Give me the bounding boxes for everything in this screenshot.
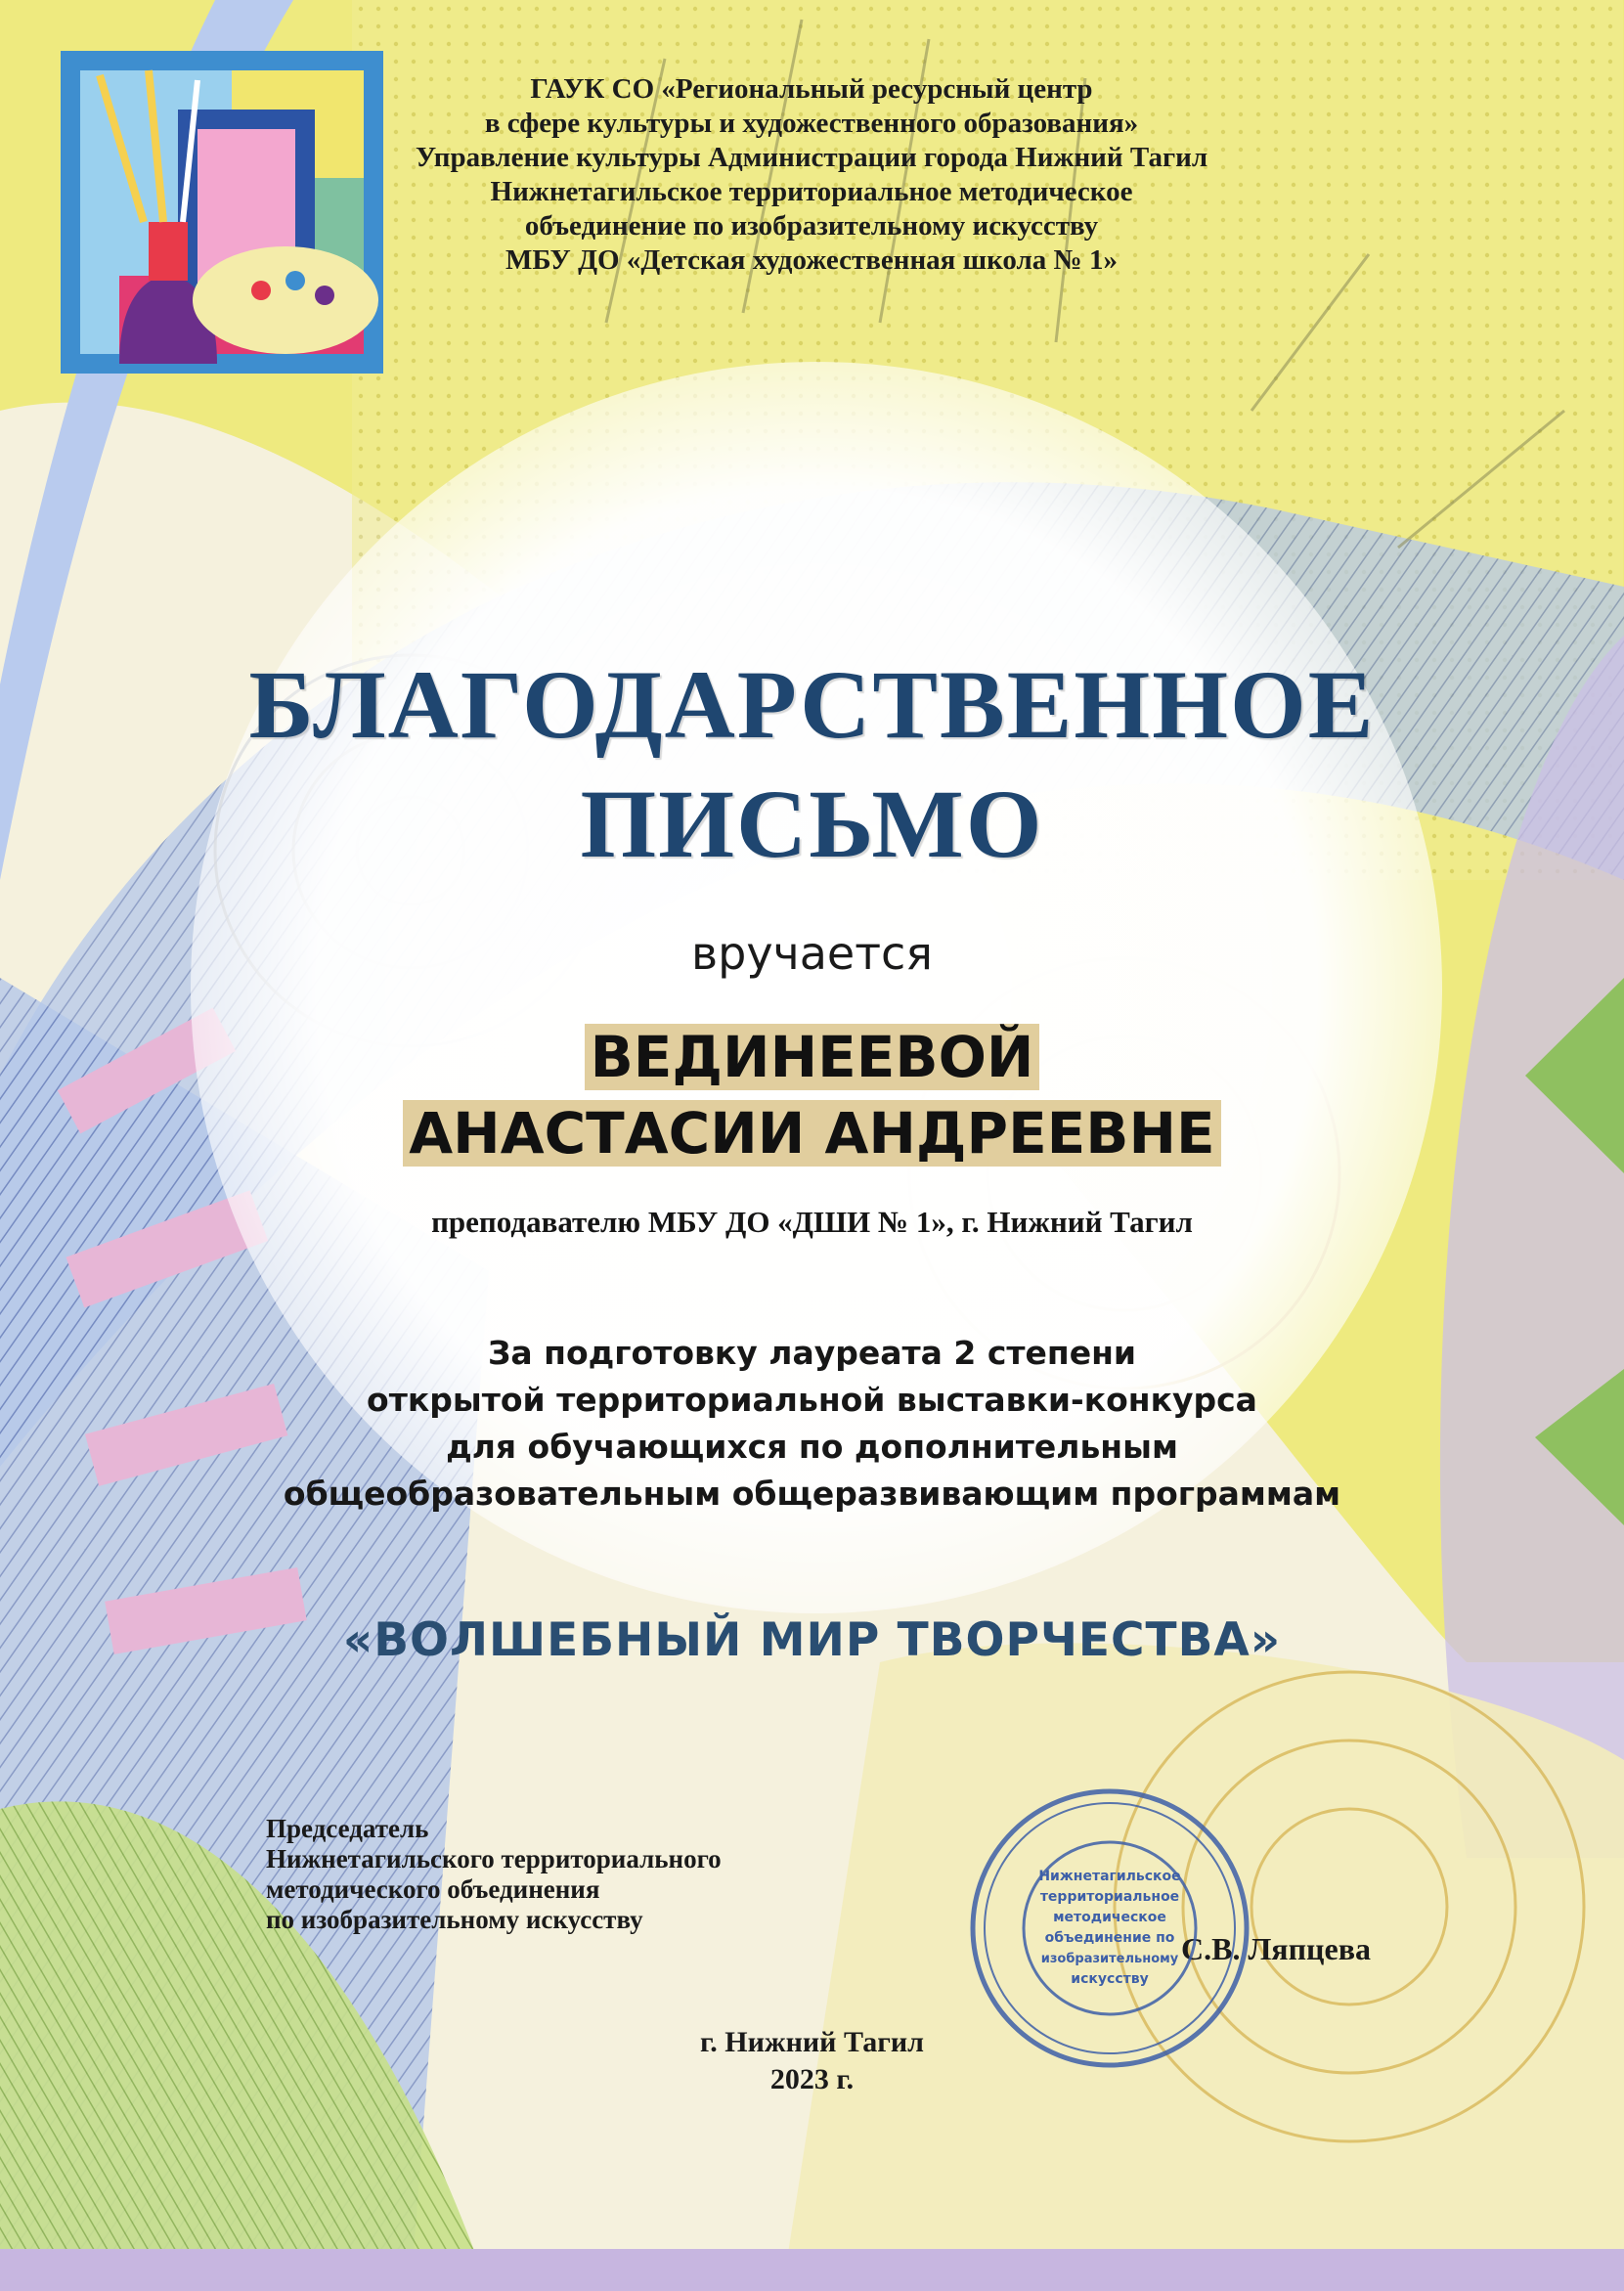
reason-block (0, 1330, 1624, 1518)
presented-text: вручается (691, 927, 933, 980)
reason-line: открытой территориальной выставки-конкурса (367, 1381, 1257, 1419)
organizer-line: МБУ ДО «Детская художественная школа № 1» (505, 244, 1118, 276)
seal-line: территориальное (1039, 1889, 1180, 1905)
signatory-title-line: по изобразительному искусству (266, 1905, 643, 1934)
seal-line: методическое (1053, 1910, 1166, 1925)
signatory-title-line: методического объединения (266, 1874, 600, 1904)
seal-line: объединение по (1044, 1930, 1175, 1946)
organizer-line: Нижнетагильское территориальное методическое (490, 176, 1133, 207)
organizer-line: ГАУК СО «Региональный ресурсный центр (530, 73, 1093, 105)
seal-line: искусству (1071, 1971, 1149, 1987)
art-palette-logo-icon (61, 51, 383, 374)
place-text: г. Нижний Тагил (700, 2026, 924, 2058)
reason-line: общеобразовательным общеразвивающим программам (283, 1475, 1341, 1513)
contest-name: «ВОЛШЕБНЫЙ МИР ТВОРЧЕСТВА» (342, 1613, 1282, 1667)
reason-line: для обучающихся по дополнительным (446, 1428, 1178, 1466)
recipient-surname: ВЕДИНЕЕВОЙ (585, 1024, 1040, 1090)
organizer-line: объединение по изобразительному искусству (524, 210, 1099, 242)
signatory-title (266, 1814, 722, 1935)
reason-line: За подготовку лауреата 2 степени (487, 1334, 1137, 1372)
document-title (0, 650, 1624, 879)
organizer-line: в сфере культуры и художественного образования» (484, 108, 1139, 139)
recipient-name (0, 1022, 1624, 1168)
round-stamp-seal-icon (963, 1782, 1256, 2075)
organizers-header (342, 72, 1281, 278)
signatory-title-line: Председатель (266, 1814, 429, 1843)
recipient-position: преподавателю МБУ ДО «ДШИ № 1», г. Нижний Тагил (431, 1205, 1193, 1239)
year-text: 2023 г. (769, 2063, 855, 2095)
seal-line: изобразительному (1040, 1952, 1179, 1966)
title-line-1: БЛАГОДАРСТВЕННОЕ (248, 650, 1376, 759)
signatory-title-line: Нижнетагильского территориального (266, 1844, 722, 1873)
place-and-year (0, 2024, 1624, 2098)
seal-line: Нижнетагильское (1038, 1869, 1181, 1884)
organizer-line: Управление культуры Администрации города Нижний Тагил (415, 142, 1208, 173)
title-line-2: ПИСЬМО (580, 770, 1044, 878)
signatory-name: С.В. Ляпцева (1181, 1931, 1371, 1966)
recipient-given-names: АНАСТАСИИ АНДРЕЕВНЕ (403, 1100, 1220, 1167)
